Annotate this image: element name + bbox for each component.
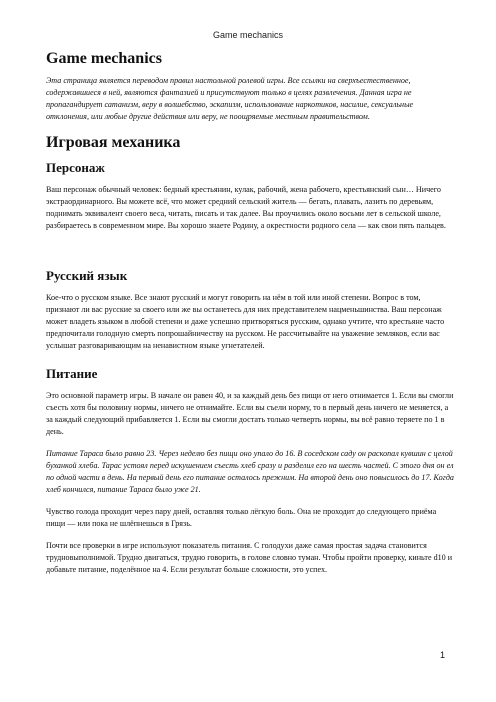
page-number: 1 xyxy=(440,650,446,660)
nutrition-example-paragraph: Питание Тараса было равно 23. Через неделю без пищи оно упало до 16. В соседском саду он раскопал кувшин с целой буханкой хлеба. Тарас устоял перед искушением съесть хлеб сразу и разделил его на шесть частей. С этого дня он ел по одной части в день. На первый день его питание осталось прежним. На второй день оно повысилось до 17. Когда хлеб кончился, питание Тараса было уже 21. xyxy=(46,449,454,494)
character-heading: Персонаж xyxy=(46,160,105,175)
russian-language-heading: Русский язык xyxy=(46,268,128,283)
character-paragraph: Ваш персонаж обычный человек: бедный крестьянин, кулак, рабочий, жена рабочего, крестьянский сын… Ничего экстраординарного. Вы можете всё, что может средний сельский житель — бегать, плавать, лазить по деревьям, поднимать эквивалент своего веса, читать, писать и так далее. Вы проучились около восьми лет в сельской школе, разбираетесь в современном мире. Вы хорошо знаете Родину, а окрестности родного села — как свои пять пальцев. xyxy=(46,185,446,230)
disclaimer-paragraph: Эта страница является переводом правил настольной ролевой игры. Все ссылки на сверхъестественное, содержавшиеся в ней, являются фантазией и присутствуют только в целях развлечения. Данная игра не пропагандирует сатанизм, веру в волшебство, эскапизм, использование наркотиков, насилие, сексуальные отклонения, или любые другие действия или веру, не поощряемые местным правительством. xyxy=(46,76,414,121)
running-header: Game mechanics xyxy=(212,30,284,40)
nutrition-paragraph-1: Это основной параметр игры. В начале он равен 40, и за каждый день без пищи от него отнимается 1. Если вы смогли съесть хотя бы половину нормы, ничего не отнимайте. Если вы съели норму, то в первый день ничего не меняется, а за каждый следующий прибавляется 1. Если вы смогли достать только четверть нормы, вы всё равно теряете по 1 в день. xyxy=(46,391,454,436)
nutrition-paragraph-2: Чувство голода проходит через пару дней, оставляя только лёгкую боль. Она не проходит до следующего приёма пищи — или пока не шлёпнешься в Грязь. xyxy=(46,507,437,528)
russian-language-paragraph: Кое-что о русском языке. Все знают русский и могут говорить на нём в той или иной степени. Вопрос в том, признают ли вас русские за своего или же вы останетесь для них представителем нацменьшинства. Ваш персонаж может владеть языком в любой степени и даже успешно притворяться русским, однако учтите, что крестьяне часто предпочитали голодную смерть попрошайничеству на русском. Не рассчитывайте на уважение земляков, если вас услышат разговаривающим на ненавистном языке угнетателей. xyxy=(46,293,445,350)
nutrition-paragraph-3: Почти все проверки в игре используют показатель питания. С голодухи даже самая простая задача становится трудновыполнимой. Трудно двигаться, трудно говорить, в голове словно туман. Чтобы пройти проверку, киньте d10 и добавьте питание, поделённое на 4. Если результат больше сложности, это успех. xyxy=(46,541,453,574)
section-title: Игровая механика xyxy=(46,134,181,151)
document-title: Game mechanics xyxy=(46,50,162,67)
nutrition-heading: Питание xyxy=(46,366,98,381)
page-content xyxy=(46,49,454,576)
